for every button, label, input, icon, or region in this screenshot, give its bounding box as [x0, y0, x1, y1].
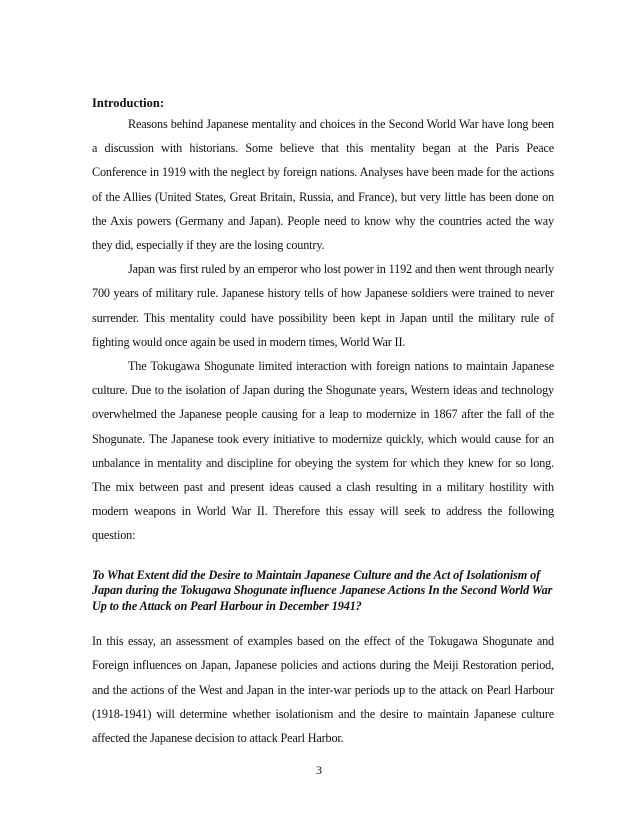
- closing-paragraph: In this essay, an assessment of examples based on the effect of the Tokugawa Shogunate and Foreign influences on Japan, Japanese policies and actions during the Meiji Restoration period, and the actions of the West and Japan in the inter-war periods up to the attack on Pearl Harbour (1918-1941) will determine whether isolationism and the desire to maintain Japanese culture affected the Japanese decision to attack Pearl Harbor.: [92, 634, 554, 745]
- paragraph-1: Reasons behind Japanese mentality and choices in the Second World War have long been a discussion with historians. Some believe that this mentality began at the Paris Peace Conference in 1919 with the neglect by foreign nations. Analyses have been made for the actions of the Allies (United States, Great Britain, Russia, and France), but very little has been done on the Axis powers (Germany and Japan). People need to know why the countries acted the way they did, especially if they are the losing country.: [92, 117, 554, 253]
- paragraph-2: Japan was first ruled by an emperor who lost power in 1192 and then went through nearly 700 years of military rule. Japanese history tells of how Japanese soldiers were trained to never surrender. This mentality could have possibility been kept in Japan until the military rule of fighting would once again be used in modern times, World War II.: [92, 262, 554, 349]
- page-number: 3: [316, 763, 322, 777]
- research-question: To What Extent did the Desire to Maintain Japanese Culture and the Act of Isolationism of Japan during the Tokugawa Shogunate influence Japanese Actions In the Second World War Up to the Attack on Pearl Harbour in December 1941?: [92, 567, 553, 613]
- document-page: [92, 94, 554, 750]
- section-heading: Introduction:: [92, 96, 165, 110]
- paragraph-3: The Tokugawa Shogunate limited interaction with foreign nations to maintain Japanese culture. Due to the isolation of Japan during the Shogunate years, Western ideas and technology overwhelmed the Japanese people causing for a leap to modernize in 1867 after the fall of the Shogunate. The Japanese took every initiative to modernize quickly, which would cause for an unbalance in mentality and discipline for obeying the system for which they knew for so long. The mix between past and present ideas caused a clash resulting in a military hostility with modern weapons in World War II. Therefore this essay will seek to address the following question:: [92, 359, 554, 543]
